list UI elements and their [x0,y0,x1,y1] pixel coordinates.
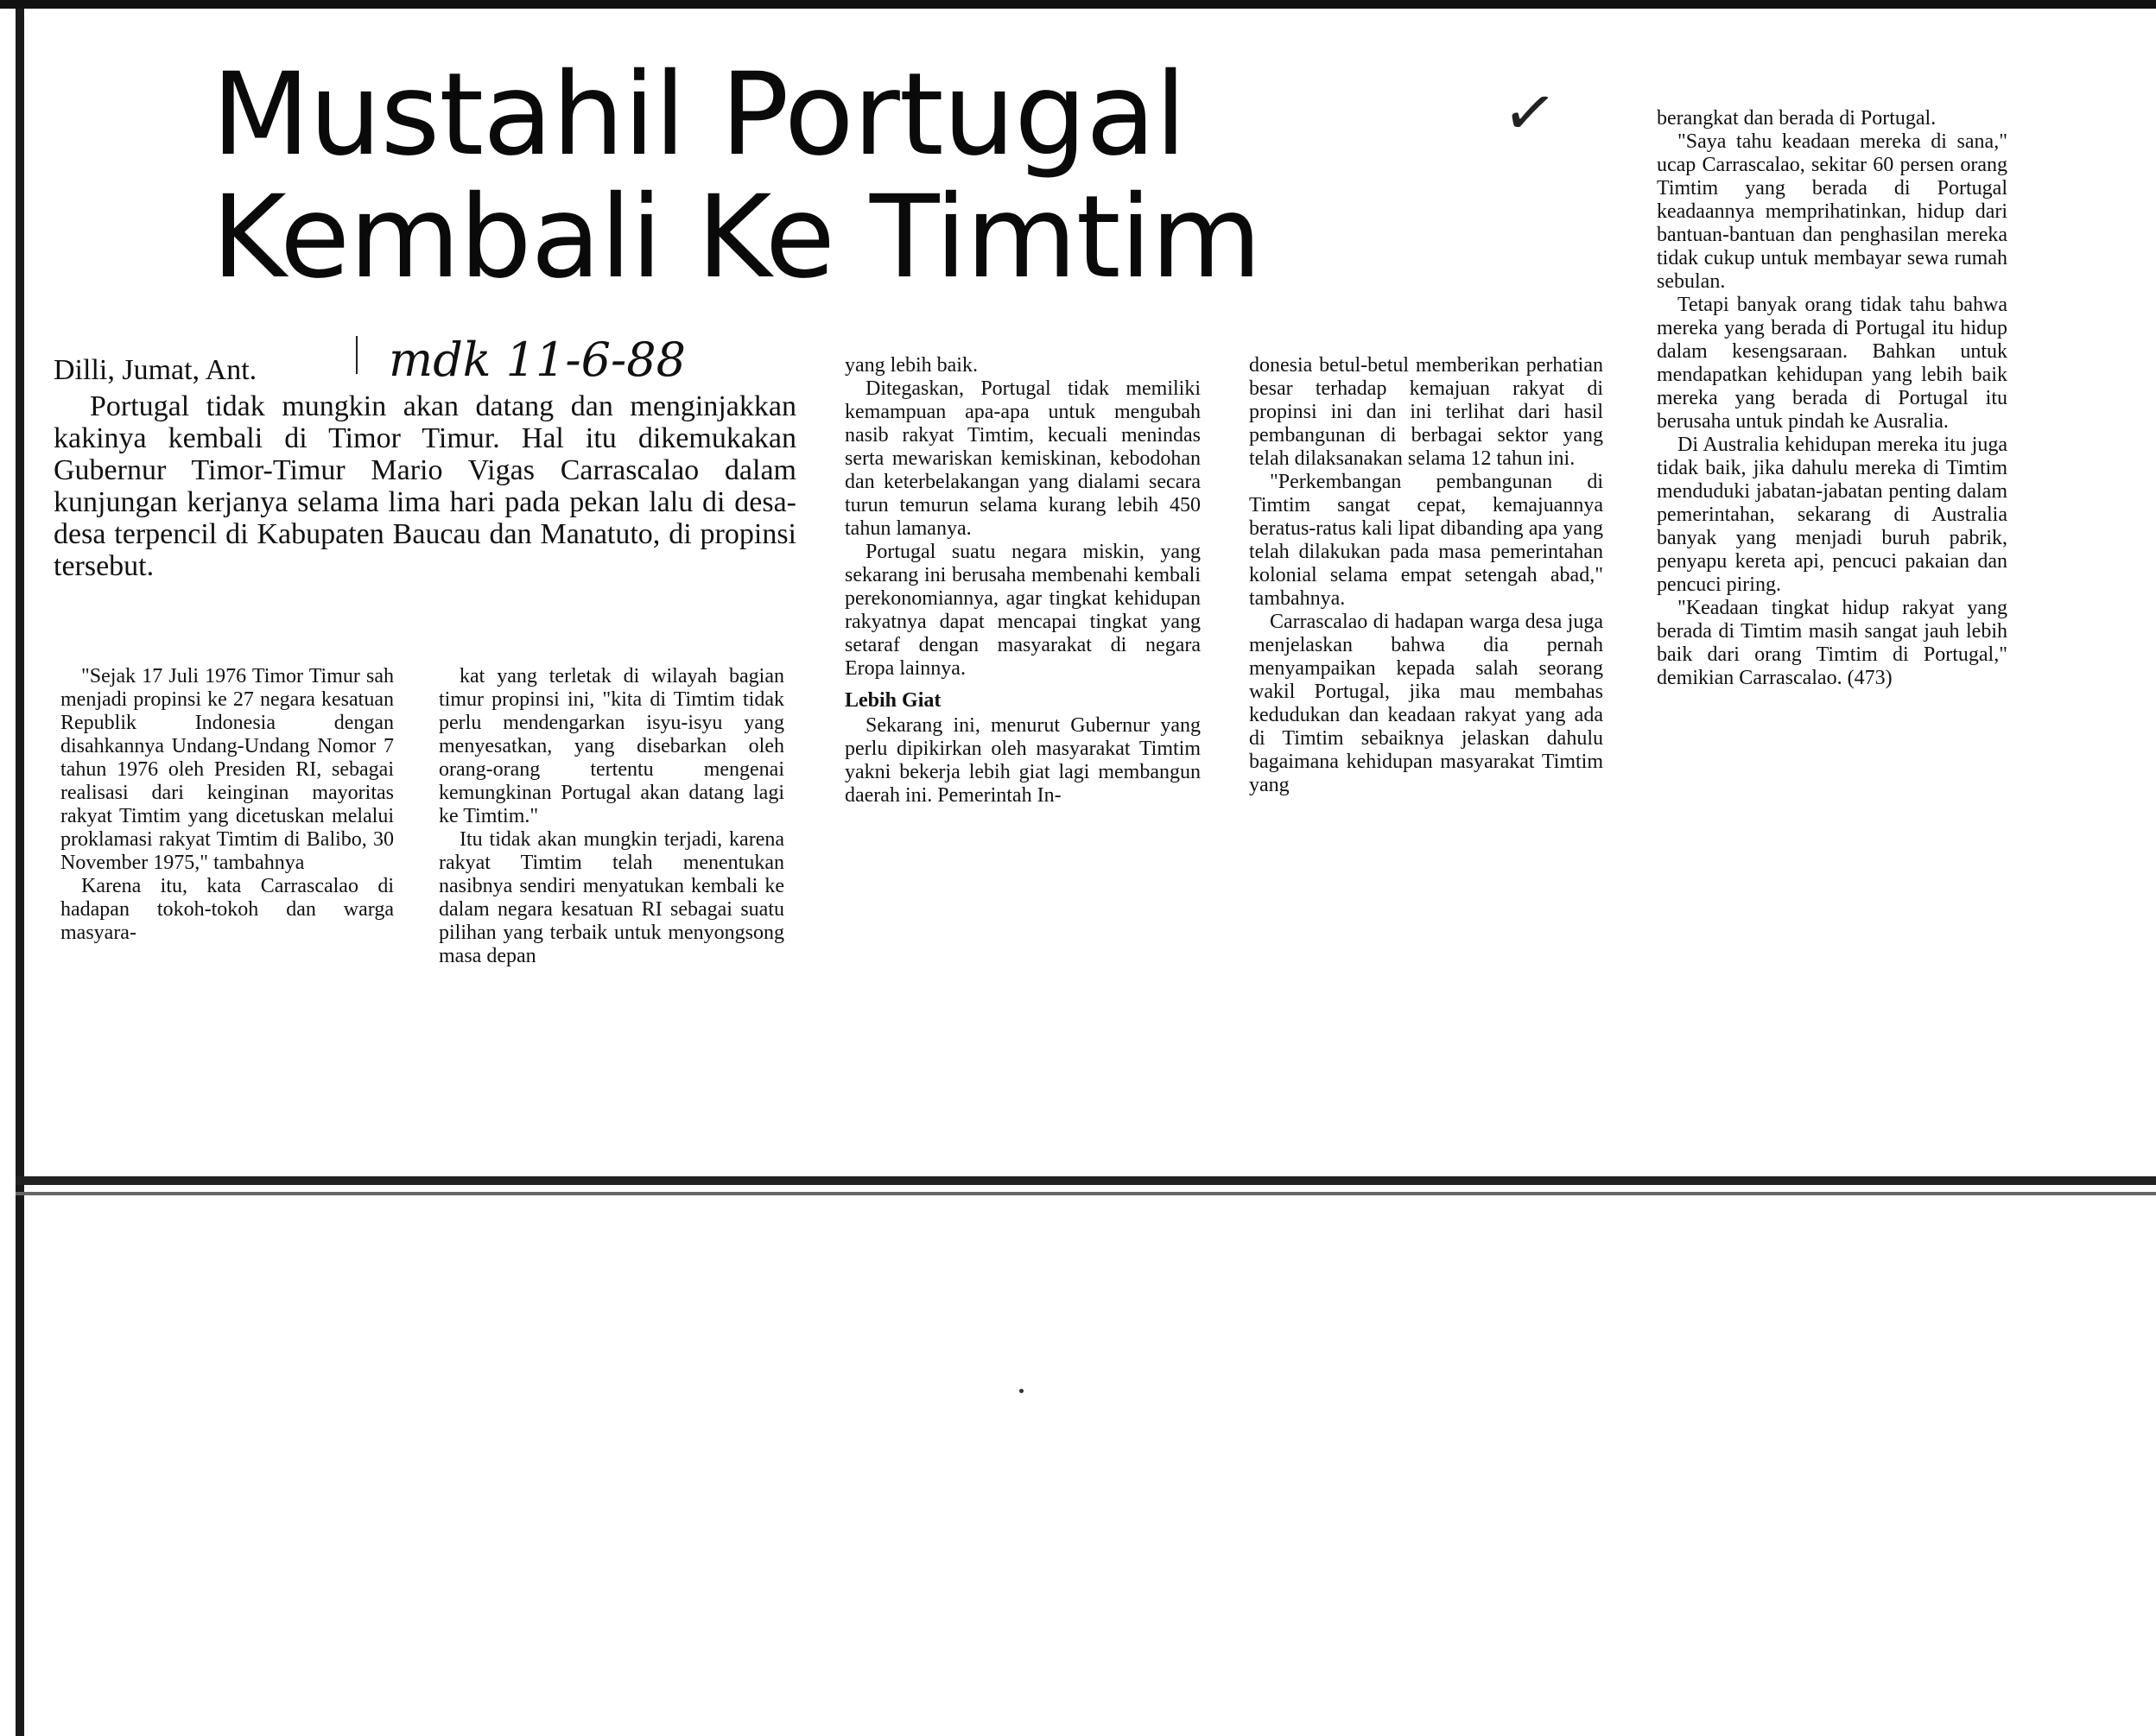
clipping-bottom-rule [16,1176,2156,1185]
frame-top-border [0,0,2156,9]
check-mark: ✓ [1498,73,1562,154]
paragraph: berangkat dan berada di Portugal. [1657,107,1937,130]
paragraph: Tetapi banyak orang tidak tahu bahwa mereka yang berada di Portugal itu hidup dalam kesengsaraan. Bahkan untuk mendapatkan kehidupan yang lebih baik mereka yang berada di Portugal itu berusaha untuk pindah ke Ausralia. [1657,294,2007,433]
handwritten-note-wrap [389,333,686,387]
article-column-3 [845,354,1201,808]
paragraph: Ditegaskan, Portugal tidak memiliki kemampuan apa-apa untuk mengubah nasib rakyat Timtim, kecuali menindas serta mewariskan kemiskinan, kebodohan dan keterbelakangan yang dialami secara turun temurun selama kurang lebih 450 tahun lamanya. [845,377,1201,540]
paragraph: "Perkembangan pembangunan di Timtim sangat cepat, kemajuannya beratus-ratus kali lipat dibanding apa yang telah dilakukan pada masa pemerintahan kolonial selama empat setengah abad," tambahnya. [1249,471,1603,610]
paragraph: "Saya tahu keadaan mereka di sana," ucap Carrascalao, sekitar 60 persen orang Timtim yang berada di Portugal keadaannya memprihatinkan, hidup dari bantuan-bantuan dan penghasilan mereka tidak cukup untuk membayar sewa rumah sebulan. [1657,130,2007,293]
paragraph: yang lebih baik. [845,354,978,377]
article-column-1 [60,665,394,945]
paragraph: Di Australia kehidupan mereka itu juga tidak baik, jika dahulu mereka di Timtim menduduki jabatan-jabatan penting dalam pemerintahan, sekarang di Australia banyak yang menjadi buruh pabrik, penyapu kereta api, pencuci pakaian dan pencuci piring. [1657,434,2007,596]
paragraph: Carrascalao di hadapan warga desa juga menjelaskan bahwa dia pernah menyampaikan kepada salah seorang wakil Portugal, jika mau membahas kedudukan dan keadaan rakyat yang ada di Timtim sebaiknya jelaskan dahulu bagaimana kehidupan masyarakat Timtim yang [1249,611,1603,796]
paragraph: "Keadaan tingkat hidup rakyat yang berada di Timtim masih sangat jauh lebih baik dari orang Timtim di Portugal," demikian Carrascalao. (473) [1657,597,2007,689]
subheading: Lebih Giat [845,689,942,712]
headline: Mustahil Portugal Kembali Ke Timtim [212,48,1261,304]
paragraph: "Sejak 17 Juli 1976 Timor Timur sah menjadi propinsi ke 27 negara kesatuan Republik Indonesia dengan disahkannya Undang-Undang Nomor 7 tahun 1976 oleh Presiden RI, sebagai realisasi dari keinginan mayoritas rakyat Timtim yang dicetuskan melalui proklamasi rakyat Timtim di Balibo, 30 November 1975," tambahnya [60,665,394,874]
paper-speck [1019,1389,1024,1393]
paragraph: Karena itu, kata Carrascalao di hadapan tokoh-tokoh dan warga masyara- [60,875,394,944]
paragraph: Itu tidak akan mungkin terjadi, karena rakyat Timtim telah menentukan nasibnya sendiri menyatukan kembali ke dalam negara kesatuan RI sebagai suatu pilihan yang terbaik untuk menyongsong masa depan [439,828,784,967]
paragraph: kat yang terletak di wilayah bagian timur propinsi ini, "kita di Timtim tidak perlu mendengarkan isyu-isyu yang menyesatkan, yang disebarkan oleh orang-orang tertentu mengenai kemungkinan Portugal akan datang lagi ke Timtim." [439,665,784,827]
ink-stroke [356,336,358,374]
handwritten-note: mdk 11-6-88 [389,333,686,387]
article-column-2 [439,665,784,968]
paragraph: Sekarang ini, menurut Gubernur yang perlu dipikirkan oleh masyarakat Timtim yakni bekerja lebih giat lagi membangun daerah ini. Pemerintah In- [845,714,1201,807]
dateline: Dilli, Jumat, Ant. [54,354,257,386]
paragraph: donesia betul-betul memberikan perhatian besar terhadap kemajuan rakyat di propinsi ini dan ini terlihat dari hasil pembangunan di berbagai sektor yang telah dilaksanakan selama 12 tahun ini. [1249,354,1603,470]
clipping-bottom-rule-thin [16,1192,2156,1195]
frame-left-border [16,9,24,1736]
article-column-5 [1657,107,2007,690]
lead-paragraph: Portugal tidak mungkin akan datang dan menginjakkan kakinya kembali di Timor Timur. Hal itu dikemukakan Gubernur Timor-Timur Mario Vigas Carrascalao dalam kunjungan kerjanya selama lima hari pada pekan lalu di desa-desa terpencil di Kabupaten Baucau dan Manatuto, di propinsi tersebut. [54,390,796,582]
paragraph: Portugal suatu negara miskin, yang sekarang ini berusaha membenahi kembali perekonomiannya, agar tingkat kehidupan rakyatnya dapat mencapai tingkat yang setaraf dengan masyarakat di negara Eropa lainnya. [845,541,1201,680]
article-column-4 [1249,354,1603,797]
